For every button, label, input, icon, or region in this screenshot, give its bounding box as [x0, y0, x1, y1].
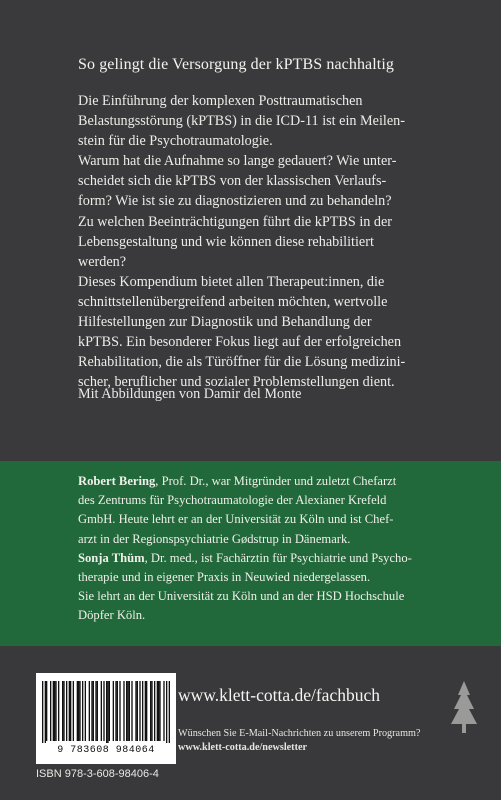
klett-cotta-tree-icon	[444, 677, 484, 737]
barcode-bar	[85, 681, 86, 741]
barcode-bar	[103, 681, 104, 741]
barcode-bar	[142, 681, 143, 741]
barcode-bar	[109, 681, 110, 741]
author-bio-text: , Prof. Dr., war Mitgründer und zuletzt Chefarzt	[155, 474, 397, 488]
barcode-bar	[54, 681, 55, 741]
author-bio-line	[78, 472, 498, 491]
barcode-bar	[113, 681, 114, 741]
blurb-line: scheidet sich die kPTBS von der klassischen Verlaufs-	[78, 173, 387, 190]
barcode-bar	[123, 681, 124, 741]
barcode-bar	[119, 681, 120, 741]
barcode-bar	[89, 681, 90, 741]
barcode-bar	[139, 681, 140, 741]
author-bio-line: therapie und in eigener Praxis in Neuwied niedergelassen.	[78, 570, 371, 585]
blurb-line: kPTBS. Ein besonderer Fokus liegt auf der erfolgreichen	[78, 334, 402, 351]
blurb-line: werden?	[78, 253, 127, 270]
author-name-thuem: Sonja Thüm	[78, 550, 145, 565]
barcode-bar	[77, 681, 78, 741]
barcode-bar	[79, 681, 80, 741]
barcode-bar	[158, 681, 159, 741]
barcode-bar	[66, 681, 67, 741]
barcode-bar	[97, 681, 98, 741]
barcode-bar	[150, 681, 151, 741]
back-cover-headline: So gelingt die Versorgung der kPTBS nachhaltig	[78, 56, 394, 73]
blurb-line: schnittstellenübergreifend arbeiten möchten, wertvolle	[78, 293, 388, 310]
barcode-bar	[69, 681, 70, 741]
back-cover-blurb	[78, 91, 488, 392]
barcode-bar	[42, 681, 43, 743]
barcode-bar	[157, 681, 158, 741]
publisher-url[interactable]: www.klett-cotta.de/fachbuch	[178, 685, 380, 705]
author-name-bering: Robert Bering	[78, 474, 156, 488]
barcode-bar	[127, 681, 128, 741]
barcode-bar	[62, 681, 63, 741]
barcode-bar	[50, 681, 51, 741]
author-bio-text: , Dr. med., ist Fachärztin für Psychiatrie und Psycho-	[144, 550, 412, 565]
barcode-bar	[169, 681, 170, 743]
barcode-bar	[78, 681, 79, 741]
isbn-barcode	[36, 673, 176, 764]
blurb-line: Dieses Kompendium bietet allen Therapeut:innen, die	[78, 273, 385, 290]
barcode-bar	[46, 681, 47, 741]
barcode-bars	[42, 681, 170, 743]
barcode-bar	[159, 681, 160, 741]
blurb-line: Hilfestellungen zur Diagnostik und Behandlung der	[78, 314, 372, 331]
barcode-bar	[70, 681, 71, 741]
barcode-bar	[101, 681, 102, 741]
barcode-bar	[129, 681, 130, 741]
barcode-bar	[126, 681, 127, 741]
barcode-bar	[45, 681, 46, 743]
barcode-bar	[163, 681, 164, 741]
blurb-line: Belastungsstörung (kPTBS) in die ICD-11 ist ein Meilen-	[78, 113, 405, 130]
barcode-bar	[53, 681, 54, 741]
author-bio-line: arzt in der Regionspsychiatrie Gødstrup in Dänemark.	[78, 531, 351, 546]
blurb-line: Lebensgestaltung und wie können diese rehabilitiert	[78, 233, 374, 250]
barcode-bar	[166, 681, 167, 743]
author-bio-line	[78, 549, 498, 568]
barcode-bar	[117, 681, 118, 741]
barcode-bar	[115, 681, 116, 741]
barcode-bar	[146, 681, 147, 741]
barcode-bar	[55, 681, 56, 741]
blurb-line: Die Einführung der komplexen Posttraumatischen	[78, 93, 363, 109]
barcode-bar	[151, 681, 152, 741]
barcode-bar	[106, 681, 107, 743]
newsletter-question: Wünschen Sie E-Mail-Nachrichten zu unserem Programm?	[178, 728, 421, 739]
blurb-line: Rehabilitation, die als Türöffner für die Lösung medizini-	[78, 354, 406, 371]
isbn-text: ISBN 978-3-608-98406-4	[36, 768, 159, 780]
blurb-line: scher, beruflicher und sozialer Problemstellungen dient.	[78, 374, 395, 391]
barcode-bar	[63, 681, 64, 741]
author-bio-line: des Zentrums für Psychotraumatologie der Alexianer Krefeld	[78, 493, 387, 508]
author-bios	[78, 472, 498, 626]
newsletter-url[interactable]: www.klett-cotta.de/newsletter	[178, 741, 307, 753]
barcode-bar	[137, 681, 138, 741]
barcode-digits: 9 783608 984064	[57, 745, 155, 756]
author-bio-line: Döpfer Köln.	[78, 608, 146, 623]
barcode-bar	[154, 681, 155, 741]
barcode-bar	[58, 681, 59, 741]
author-bio-line: Sie lehrt an der Universität zu Köln und an der HSD Hochschule	[78, 589, 405, 604]
barcode-bar	[95, 681, 96, 741]
barcode-bar	[131, 681, 132, 741]
barcode-bar	[145, 681, 146, 741]
barcode-bar	[93, 681, 94, 741]
barcode-bar	[82, 681, 83, 741]
blurb-line: form? Wie ist sie zu diagnostizieren und zu behandeln?	[78, 193, 392, 210]
barcode-bar	[73, 681, 74, 741]
author-bio-line: GmbH. Heute lehrt er an der Universität zu Köln und ist Chef-	[78, 512, 394, 527]
illustrations-credit: Mit Abbildungen von Damir del Monte	[78, 386, 302, 402]
blurb-line: Warum hat die Aufnahme so lange gedauert? Wie unter-	[78, 153, 397, 170]
barcode-bar	[91, 681, 92, 741]
blurb-line: stein für die Psychotraumatologie.	[78, 133, 273, 150]
barcode-bar	[107, 681, 108, 743]
blurb-line: Zu welchen Beeinträchtigungen führt die kPTBS in der	[78, 213, 393, 230]
newsletter-notice	[178, 727, 420, 754]
barcode-bar	[135, 681, 136, 741]
